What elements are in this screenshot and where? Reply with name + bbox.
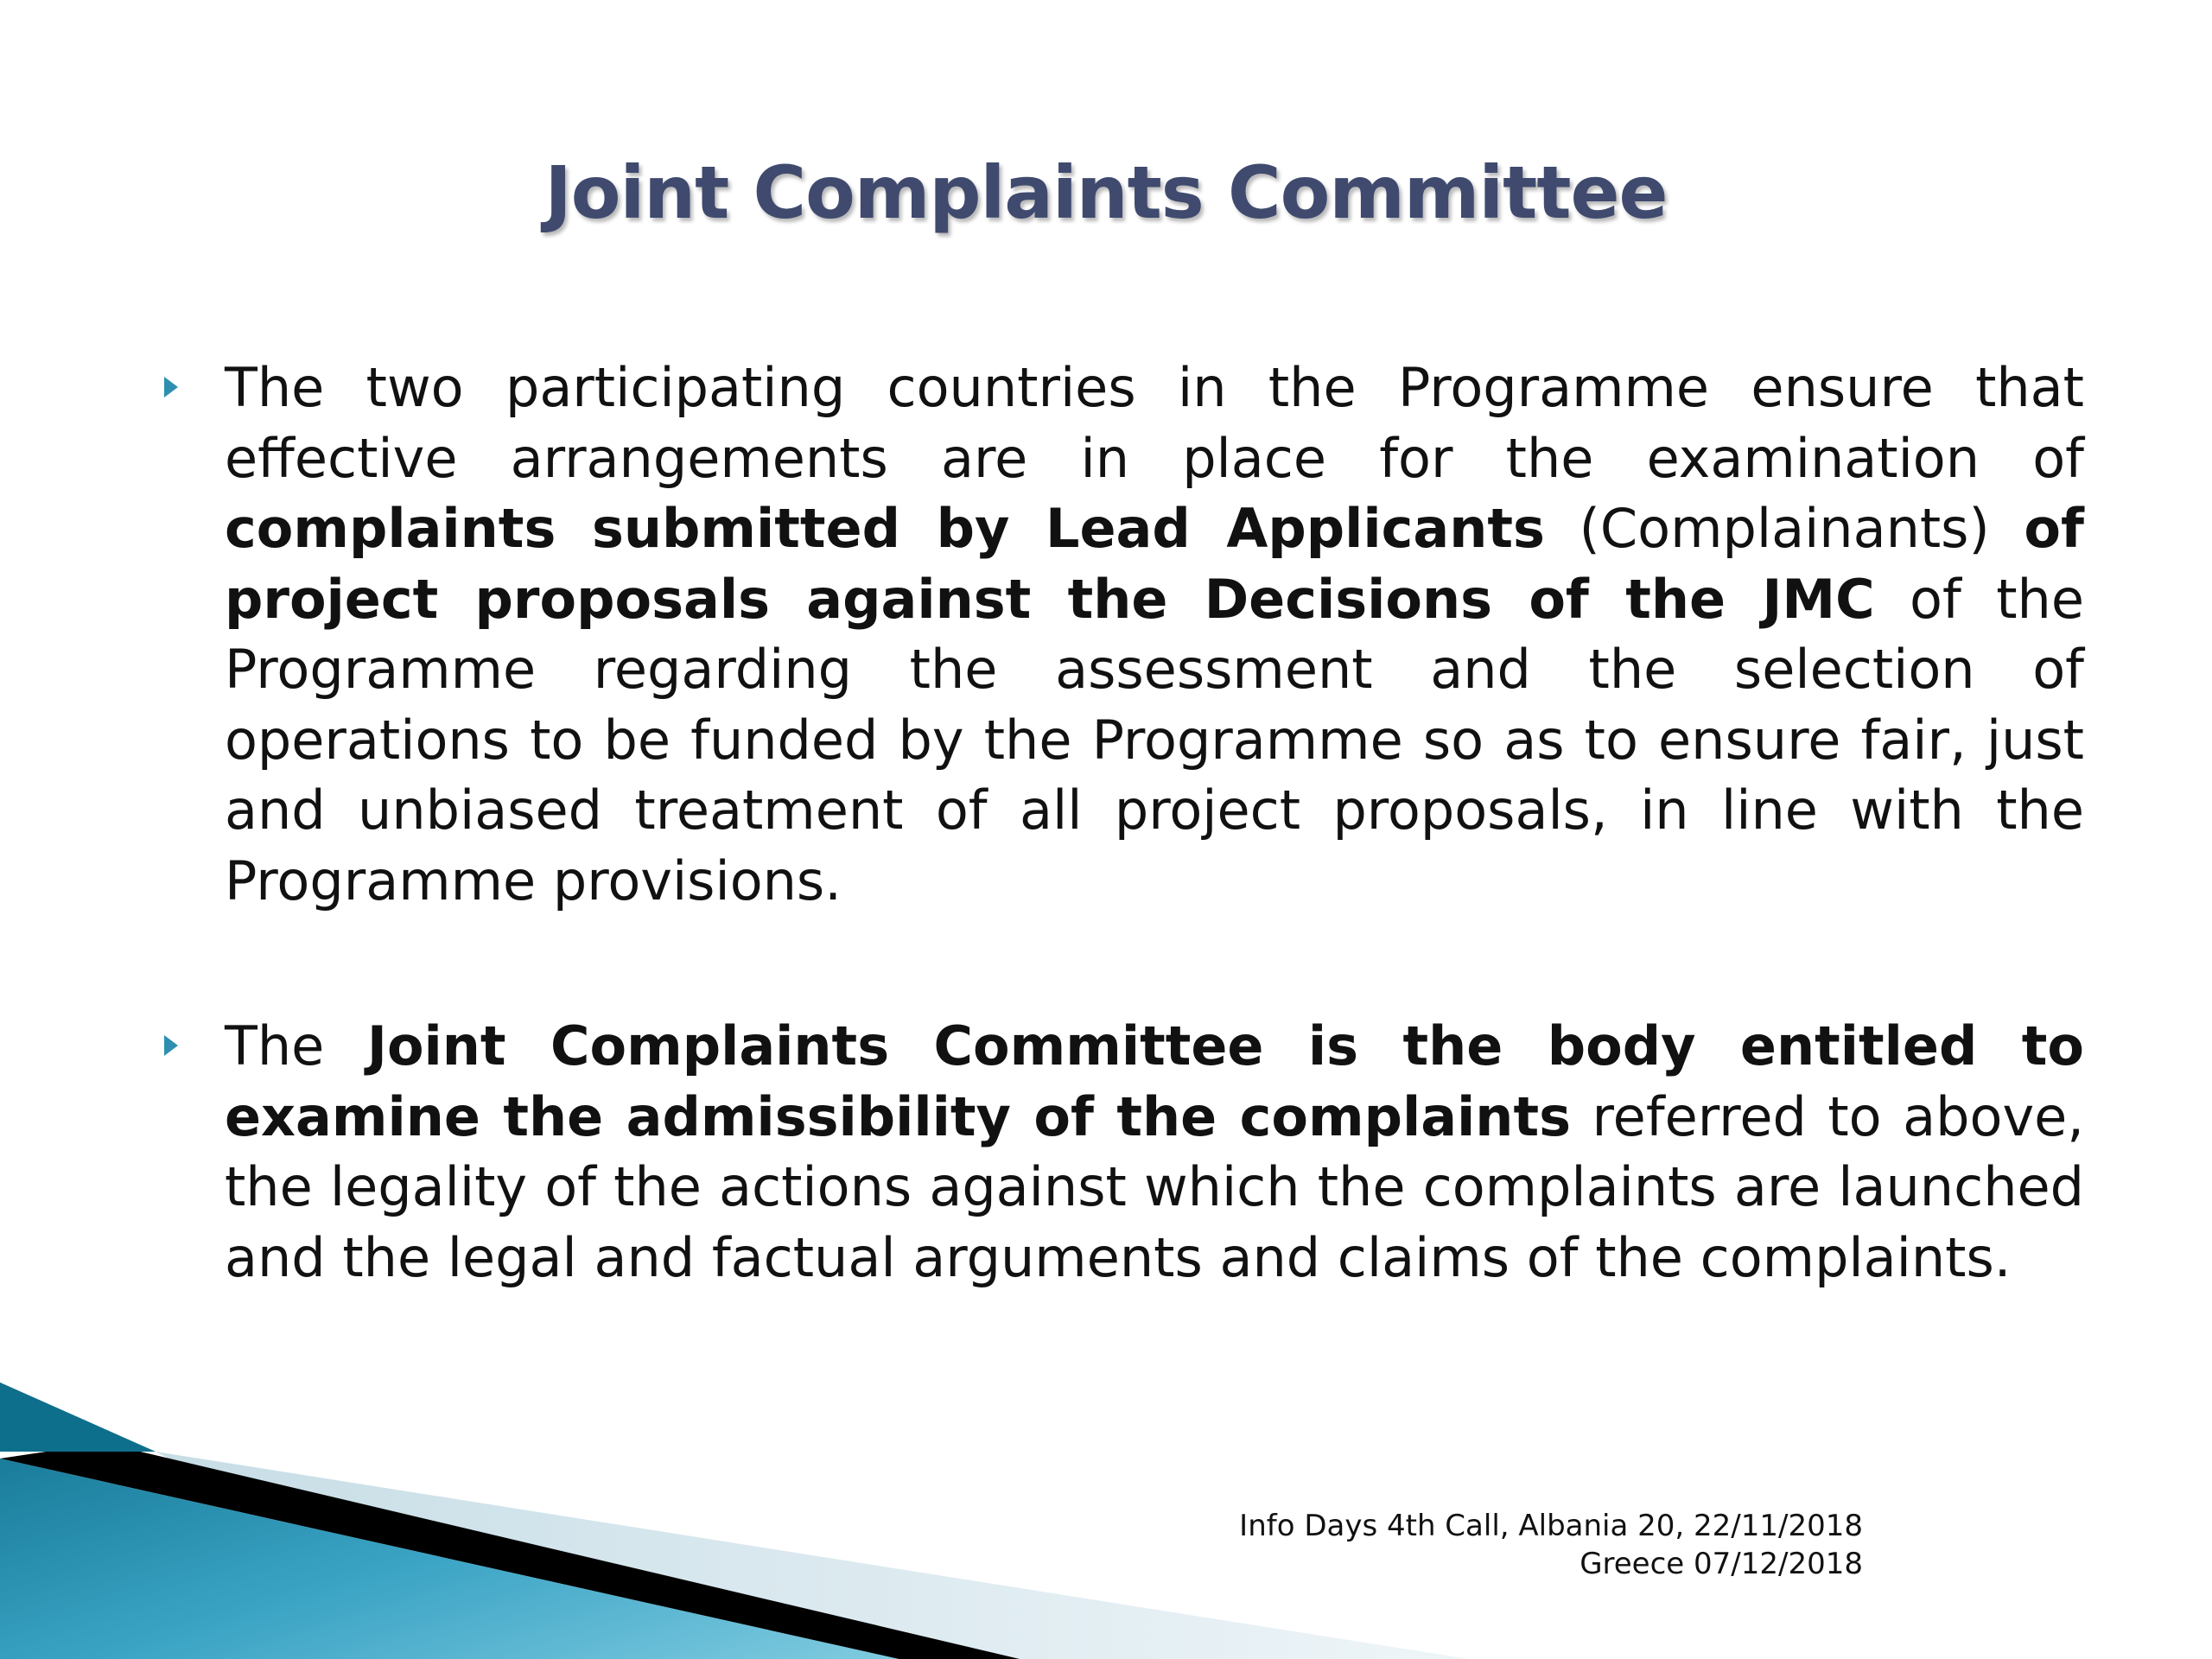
slide-title: Joint Complaints Committee xyxy=(544,150,1668,235)
bullet-segment: (Complainants) xyxy=(1544,497,2024,560)
bullet-segment: The xyxy=(225,1014,367,1077)
bullet-segment-bold: Joint Complaints Committee is the body entitled to examine the admissibility of the complaints xyxy=(225,1014,2084,1148)
slide-footer xyxy=(1239,1507,1863,1583)
triangle-right-icon xyxy=(164,1035,178,1056)
footer-line-date: Greece 07/12/2018 xyxy=(1580,1547,1863,1581)
bullet-text xyxy=(225,356,2084,912)
bullet-text xyxy=(225,1014,2084,1289)
bullet-segment-bold: complaints submitted by Lead Applicants xyxy=(225,497,1545,560)
bullet-segment: The two participating countries in the Programme ensure that effective arrangements are in place for the examination of xyxy=(225,356,2084,490)
deco-teal-wedge xyxy=(0,1382,156,1452)
bullet-item xyxy=(161,353,2084,916)
bullet-item xyxy=(161,1011,2084,1293)
bullet-list xyxy=(161,353,2084,1293)
bullet-segment-bold: of project proposals against the Decisions of the JMC xyxy=(225,497,2084,631)
bullet-segment: referred to above, the legality of the actions against which the complaints are launched and the legal and factual arguments and claims of the complaints. xyxy=(225,1084,2084,1289)
footer-line-event: Info Days 4th Call, Albania 20, 22/11/2018 xyxy=(1239,1509,1863,1543)
bullet-segment: of the Programme regarding the assessment and the selection of operations to be funded by the Programme so as to ensure fair, just and unbiased treatment of all project proposals, in line with the Programme provisions. xyxy=(225,567,2084,912)
triangle-right-icon xyxy=(164,377,178,397)
